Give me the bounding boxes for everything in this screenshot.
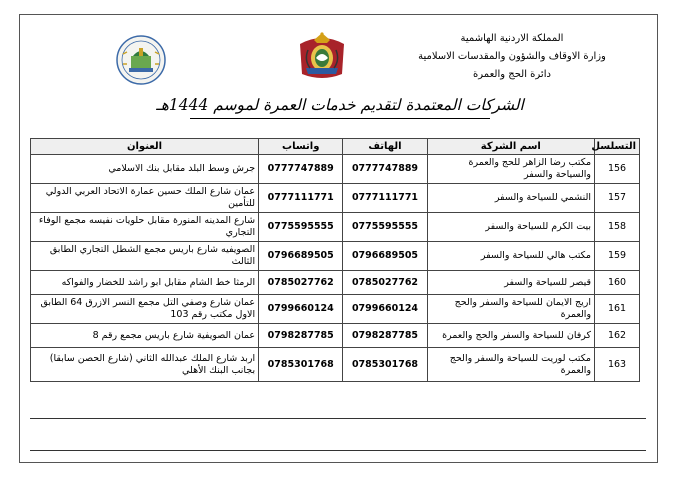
phone-cell: 0785301768: [343, 348, 427, 382]
table-row: [31, 271, 640, 295]
address-cell: الصويفيه شارع باريس مجمع الشطل التجاري الطابق الثالث: [31, 242, 259, 271]
address-cell: الرمثا خط الشام مقابل ابو راشد للخضار والفواكه: [31, 271, 259, 295]
whatsapp-cell: 0775595555: [259, 213, 343, 242]
company-cell: مكتب هالي للسياحة والسفر: [427, 242, 594, 271]
header-address: العنوان: [31, 139, 259, 155]
header-whatsapp: واتساب: [259, 139, 343, 155]
table-row: [31, 242, 640, 271]
seq-cell: 161: [595, 295, 640, 324]
page-title: الشركات المعتمدة لتقديم خدمات العمرة لموسم 1444هـ: [156, 96, 524, 114]
header-line-1: المملكة الاردنية الهاشمية: [460, 33, 564, 44]
address-cell: عمان شارع الملك حسين عمارة الاتحاد العربي الدولي للتأمين: [31, 184, 259, 213]
divider-line: [30, 418, 646, 419]
companies-table: [30, 138, 640, 382]
header-seq: التسلسل: [595, 139, 640, 155]
ministry-header: [397, 30, 627, 84]
address-cell: عمان الصويفية شارع باريس مجمع رقم 8: [31, 324, 259, 348]
phone-cell: 0775595555: [343, 213, 427, 242]
whatsapp-cell: 0798287785: [259, 324, 343, 348]
seq-cell: 156: [595, 155, 640, 184]
company-cell: النشمي للسياحة والسفر: [427, 184, 594, 213]
phone-cell: 0777747889: [343, 155, 427, 184]
divider-line: [30, 450, 646, 451]
address-cell: جرش وسط البلد مقابل بنك الاسلامي: [31, 155, 259, 184]
phone-cell: 0777111771: [343, 184, 427, 213]
phone-cell: 0785027762: [343, 271, 427, 295]
phone-cell: 0798287785: [343, 324, 427, 348]
table-row: [31, 295, 640, 324]
address-cell: شارع المدينه المنورة مقابل حلويات نفيسه مجمع الوفاء التجاري: [31, 213, 259, 242]
title-underline: [190, 118, 490, 119]
table-row: [31, 155, 640, 184]
seq-cell: 157: [595, 184, 640, 213]
whatsapp-cell: 0777747889: [259, 155, 343, 184]
company-cell: كرفان للسياحة والسفر والحج والعمرة: [427, 324, 594, 348]
whatsapp-cell: 0777111771: [259, 184, 343, 213]
seq-cell: 158: [595, 213, 640, 242]
header-line-2: وزارة الاوقاف والشؤون والمقدسات الاسلامية: [418, 51, 606, 62]
seq-cell: 159: [595, 242, 640, 271]
table-row: [31, 184, 640, 213]
company-cell: قيصر للسياحة والسفر: [427, 271, 594, 295]
whatsapp-cell: 0785301768: [259, 348, 343, 382]
seq-cell: 160: [595, 271, 640, 295]
ministry-logo: [115, 34, 167, 86]
seq-cell: 162: [595, 324, 640, 348]
phone-cell: 0796689505: [343, 242, 427, 271]
table-row: [31, 348, 640, 382]
whatsapp-cell: 0796689505: [259, 242, 343, 271]
table-row: [31, 213, 640, 242]
header-phone: الهاتف: [343, 139, 427, 155]
header-company: اسم الشركة: [427, 139, 594, 155]
address-cell: عمان شارع وصفي التل مجمع النسر الازرق 64 الطابق الاول مكتب رقم 103: [31, 295, 259, 324]
company-cell: بيت الكرم للسياحة والسفر: [427, 213, 594, 242]
table-header-row: [31, 139, 640, 155]
company-cell: اريج الايمان للسياحة والسفر والحج والعمرة: [427, 295, 594, 324]
whatsapp-cell: 0799660124: [259, 295, 343, 324]
company-cell: مكتب لوريت للسياحة والسفر والحج والعمرة: [427, 348, 594, 382]
seq-cell: 163: [595, 348, 640, 382]
jordan-royal-emblem: [296, 30, 348, 82]
company-cell: مكتب رضا الزاهر للحج والعمرة والسياحة والسفر: [427, 155, 594, 184]
table-row: [31, 324, 640, 348]
header-line-3: دائرة الحج والعمرة: [473, 69, 551, 80]
address-cell: اربد شارع الملك عبدالله الثاني (شارع الحصن سابقا) بجانب البنك الأهلي: [31, 348, 259, 382]
whatsapp-cell: 0785027762: [259, 271, 343, 295]
phone-cell: 0799660124: [343, 295, 427, 324]
